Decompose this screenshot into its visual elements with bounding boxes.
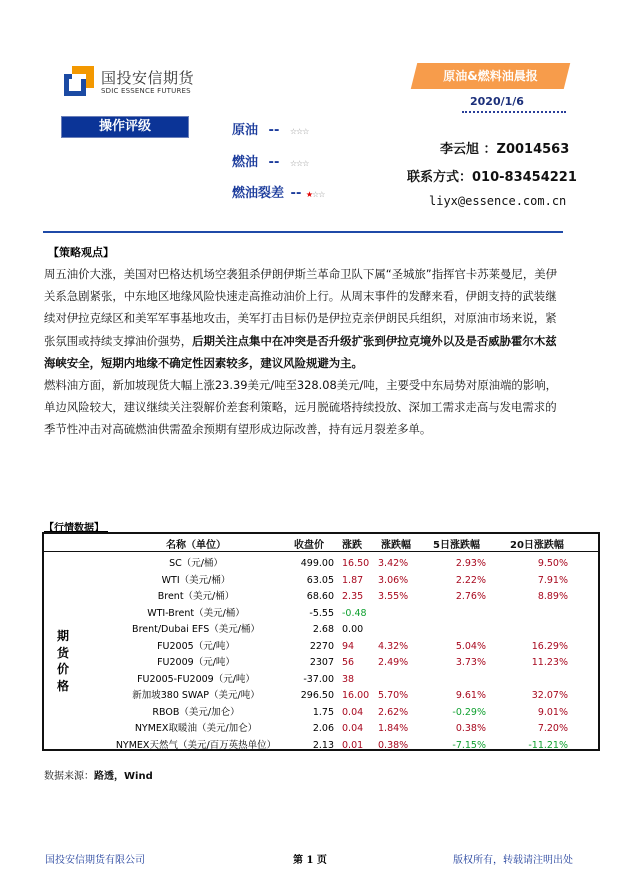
cell-d5: 5.04% <box>455 640 486 652</box>
table-row <box>0 737 626 754</box>
cell-name: WTI（美元/桶） <box>161 574 231 586</box>
cell-name: FU2005（元/吨） <box>157 640 235 652</box>
star-rating-icon: ☆☆☆ <box>289 159 309 168</box>
column-header-5d-pct: 5日涨跌幅 <box>433 540 480 551</box>
cell-d20: 9.50% <box>537 558 568 569</box>
cell-close: 2307 <box>309 657 334 668</box>
cell-chg: 16.50 <box>342 558 370 569</box>
cell-name: Brent（美元/桶） <box>157 591 235 602</box>
rating-crude: 原油 -- ☆☆☆ <box>232 123 309 138</box>
cell-d20: 11.23% <box>531 657 568 668</box>
cell-pct: 3.55% <box>378 591 409 602</box>
company-logo-icon <box>64 66 94 96</box>
column-header-close: 收盘价 <box>294 540 324 551</box>
company-name-en: SDIC ESSENCE FUTURES <box>101 87 191 95</box>
report-title: 原油&燃料油晨报 <box>443 69 538 83</box>
cell-pct: 5.70% <box>378 690 409 701</box>
cell-d5: 2.93% <box>455 558 486 569</box>
footer-copyright: 版权所有，转载请注明出处 <box>453 855 573 866</box>
table-row <box>0 588 626 605</box>
cell-name: Brent/Dubai EFS（美元/桶） <box>132 624 260 635</box>
market-data-title: 【行情数据】 <box>44 523 104 534</box>
table-row <box>0 720 626 737</box>
section-divider <box>43 231 563 233</box>
table-row <box>0 654 626 671</box>
cell-name: SC（元/桶） <box>169 558 223 569</box>
cell-close: 296.50 <box>300 690 334 701</box>
cell-close: -37.00 <box>303 673 334 685</box>
cell-close: 499.00 <box>300 558 334 569</box>
cell-chg: 1.87 <box>342 574 364 586</box>
rating-title: 操作评级 <box>61 116 189 138</box>
cell-close: 1.75 <box>312 706 334 718</box>
cell-name: WTI-Brent（美元/桶） <box>147 607 245 619</box>
cell-chg: 0.00 <box>342 624 364 635</box>
cell-chg: 94 <box>342 640 355 652</box>
cell-chg: 0.04 <box>342 723 364 734</box>
cell-close: 68.60 <box>306 591 334 602</box>
cell-d20: 9.01% <box>537 706 568 718</box>
column-header-20d-pct: 20日涨跌幅 <box>510 540 564 551</box>
date-underline <box>462 111 566 113</box>
cell-name: 新加坡380 SWAP（美元/吨） <box>132 690 260 701</box>
cell-d5: 9.61% <box>455 690 486 701</box>
table-row <box>0 621 626 638</box>
table-row <box>0 671 626 688</box>
footer-company: 国投安信期货有限公司 <box>45 855 145 866</box>
cell-d20: 7.20% <box>537 723 568 734</box>
cell-chg: 0.04 <box>342 706 364 718</box>
cell-close: 2.06 <box>312 723 334 734</box>
cell-d5: -0.29% <box>452 706 486 718</box>
cell-pct: 3.06% <box>378 574 409 586</box>
data-source: 数据来源：路透，Wind <box>44 771 153 782</box>
table-row <box>0 704 626 721</box>
cell-name: FU2009（元/吨） <box>157 657 235 668</box>
column-header-change-pct: 涨跌幅 <box>381 540 411 551</box>
cell-d20: 32.07% <box>531 690 568 701</box>
cell-pct: 4.32% <box>378 640 409 652</box>
table-row <box>0 687 626 704</box>
cell-pct: 1.84% <box>378 723 409 734</box>
page-number: 第 1 页 <box>293 855 327 866</box>
futures-price-label: 期 货 价 格 <box>57 629 70 693</box>
cell-close: 63.05 <box>306 574 334 586</box>
cell-close: 2.13 <box>312 739 334 751</box>
table-row <box>0 572 626 589</box>
cell-chg: 16.00 <box>342 690 370 701</box>
cell-pct: 3.42% <box>378 558 409 569</box>
analyst-id: 李云旭 ：Z0014563 <box>440 142 570 157</box>
star-rating-icon: ☆☆☆ <box>289 127 309 136</box>
table-header-divider <box>42 551 600 552</box>
cell-d20: 7.91% <box>537 574 568 586</box>
cell-d5: 2.22% <box>455 574 486 586</box>
cell-close: 2.68 <box>312 624 334 635</box>
table-row <box>0 555 626 572</box>
company-name-cn: 国投安信期货 <box>101 69 195 87</box>
contact-phone: 联系方式：010-83454221 <box>407 170 577 185</box>
cell-d20: 8.89% <box>537 591 568 602</box>
cell-name: RBOB（美元/加仑） <box>152 706 240 718</box>
contact-email[interactable]: liyx@essence.com.cn <box>429 194 567 208</box>
cell-pct: 2.62% <box>378 706 409 718</box>
cell-pct: 2.49% <box>378 657 409 668</box>
strategy-title: 【策略观点】 <box>48 246 114 259</box>
rating-label: 原油 <box>232 123 259 138</box>
table-row <box>0 638 626 655</box>
rating-fuel-oil: 燃油 -- ☆☆☆ <box>232 155 309 170</box>
rating-label: 燃油裂差 <box>232 186 285 201</box>
table-row <box>0 605 626 622</box>
cell-chg: 56 <box>342 657 355 668</box>
strategy-paragraph-fuel: 燃料油方面，新加坡现货大幅上涨23.39美元/吨至328.08美元/吨，主要受中东局势对原油端的影响，单边风险较大，建议继续关注裂解价差套利策略，远月脱硫塔持续投放、深加工需求走高与发电需求的季节性冲击对高硫燃油供需盈余预期有望形成边际改善，持有远月裂差多单。 <box>44 378 557 437</box>
strategy-paragraph-crude: 周五油价大涨，美国对巴格达机场空袭狙杀伊朗伊斯兰革命卫队下属“圣城旅”指挥官卡苏莱曼尼，美伊关系急剧紧张，中东地区地缘风险快速走高推动油价上行。从周末事件的发酵来看，伊朗支持的武装继续对伊拉克绿区和美军军事基地攻击，美军打击目标仍是伊拉克亲伊朗民兵组织，对原油市场来说，紧张氛围或持续支撑油价强势，后期关注点集中在冲突是否升级扩张到伊拉克境外以及是否威胁霍尔木兹海峡安全，短期内地缘不确定性因素较多，建议风险规避为主。 <box>44 267 557 370</box>
star-rating-icon: ★☆☆ <box>305 190 325 199</box>
cell-d5: 0.38% <box>455 723 486 734</box>
cell-pct: 0.38% <box>378 739 409 751</box>
cell-d5: 2.76% <box>455 591 486 602</box>
cell-chg: 38 <box>342 673 355 685</box>
cell-d20: 16.29% <box>531 640 568 652</box>
cell-close: 2270 <box>309 640 334 652</box>
column-header-change: 涨跌 <box>342 540 362 551</box>
cell-chg: 2.35 <box>342 591 364 602</box>
cell-name: NYMEX天然气（美元/百万英热单位） <box>115 739 277 751</box>
column-header-name: 名称（单位） <box>166 540 226 551</box>
report-date: 2020/1/6 <box>470 95 524 108</box>
rating-label: 燃油 <box>232 155 259 170</box>
cell-close: -5.55 <box>309 607 334 619</box>
cell-d5: -7.15% <box>452 739 486 751</box>
cell-chg: 0.01 <box>342 739 364 751</box>
cell-d20: -11.21% <box>528 739 568 751</box>
cell-name: NYMEX取暖油（美元/加仑） <box>134 723 258 734</box>
cell-chg: -0.48 <box>342 607 367 619</box>
rating-fuel-crack: 燃油裂差 -- ★☆☆ <box>232 186 325 201</box>
cell-d5: 3.73% <box>455 657 486 668</box>
cell-name: FU2005-FU2009（元/吨） <box>137 673 255 685</box>
